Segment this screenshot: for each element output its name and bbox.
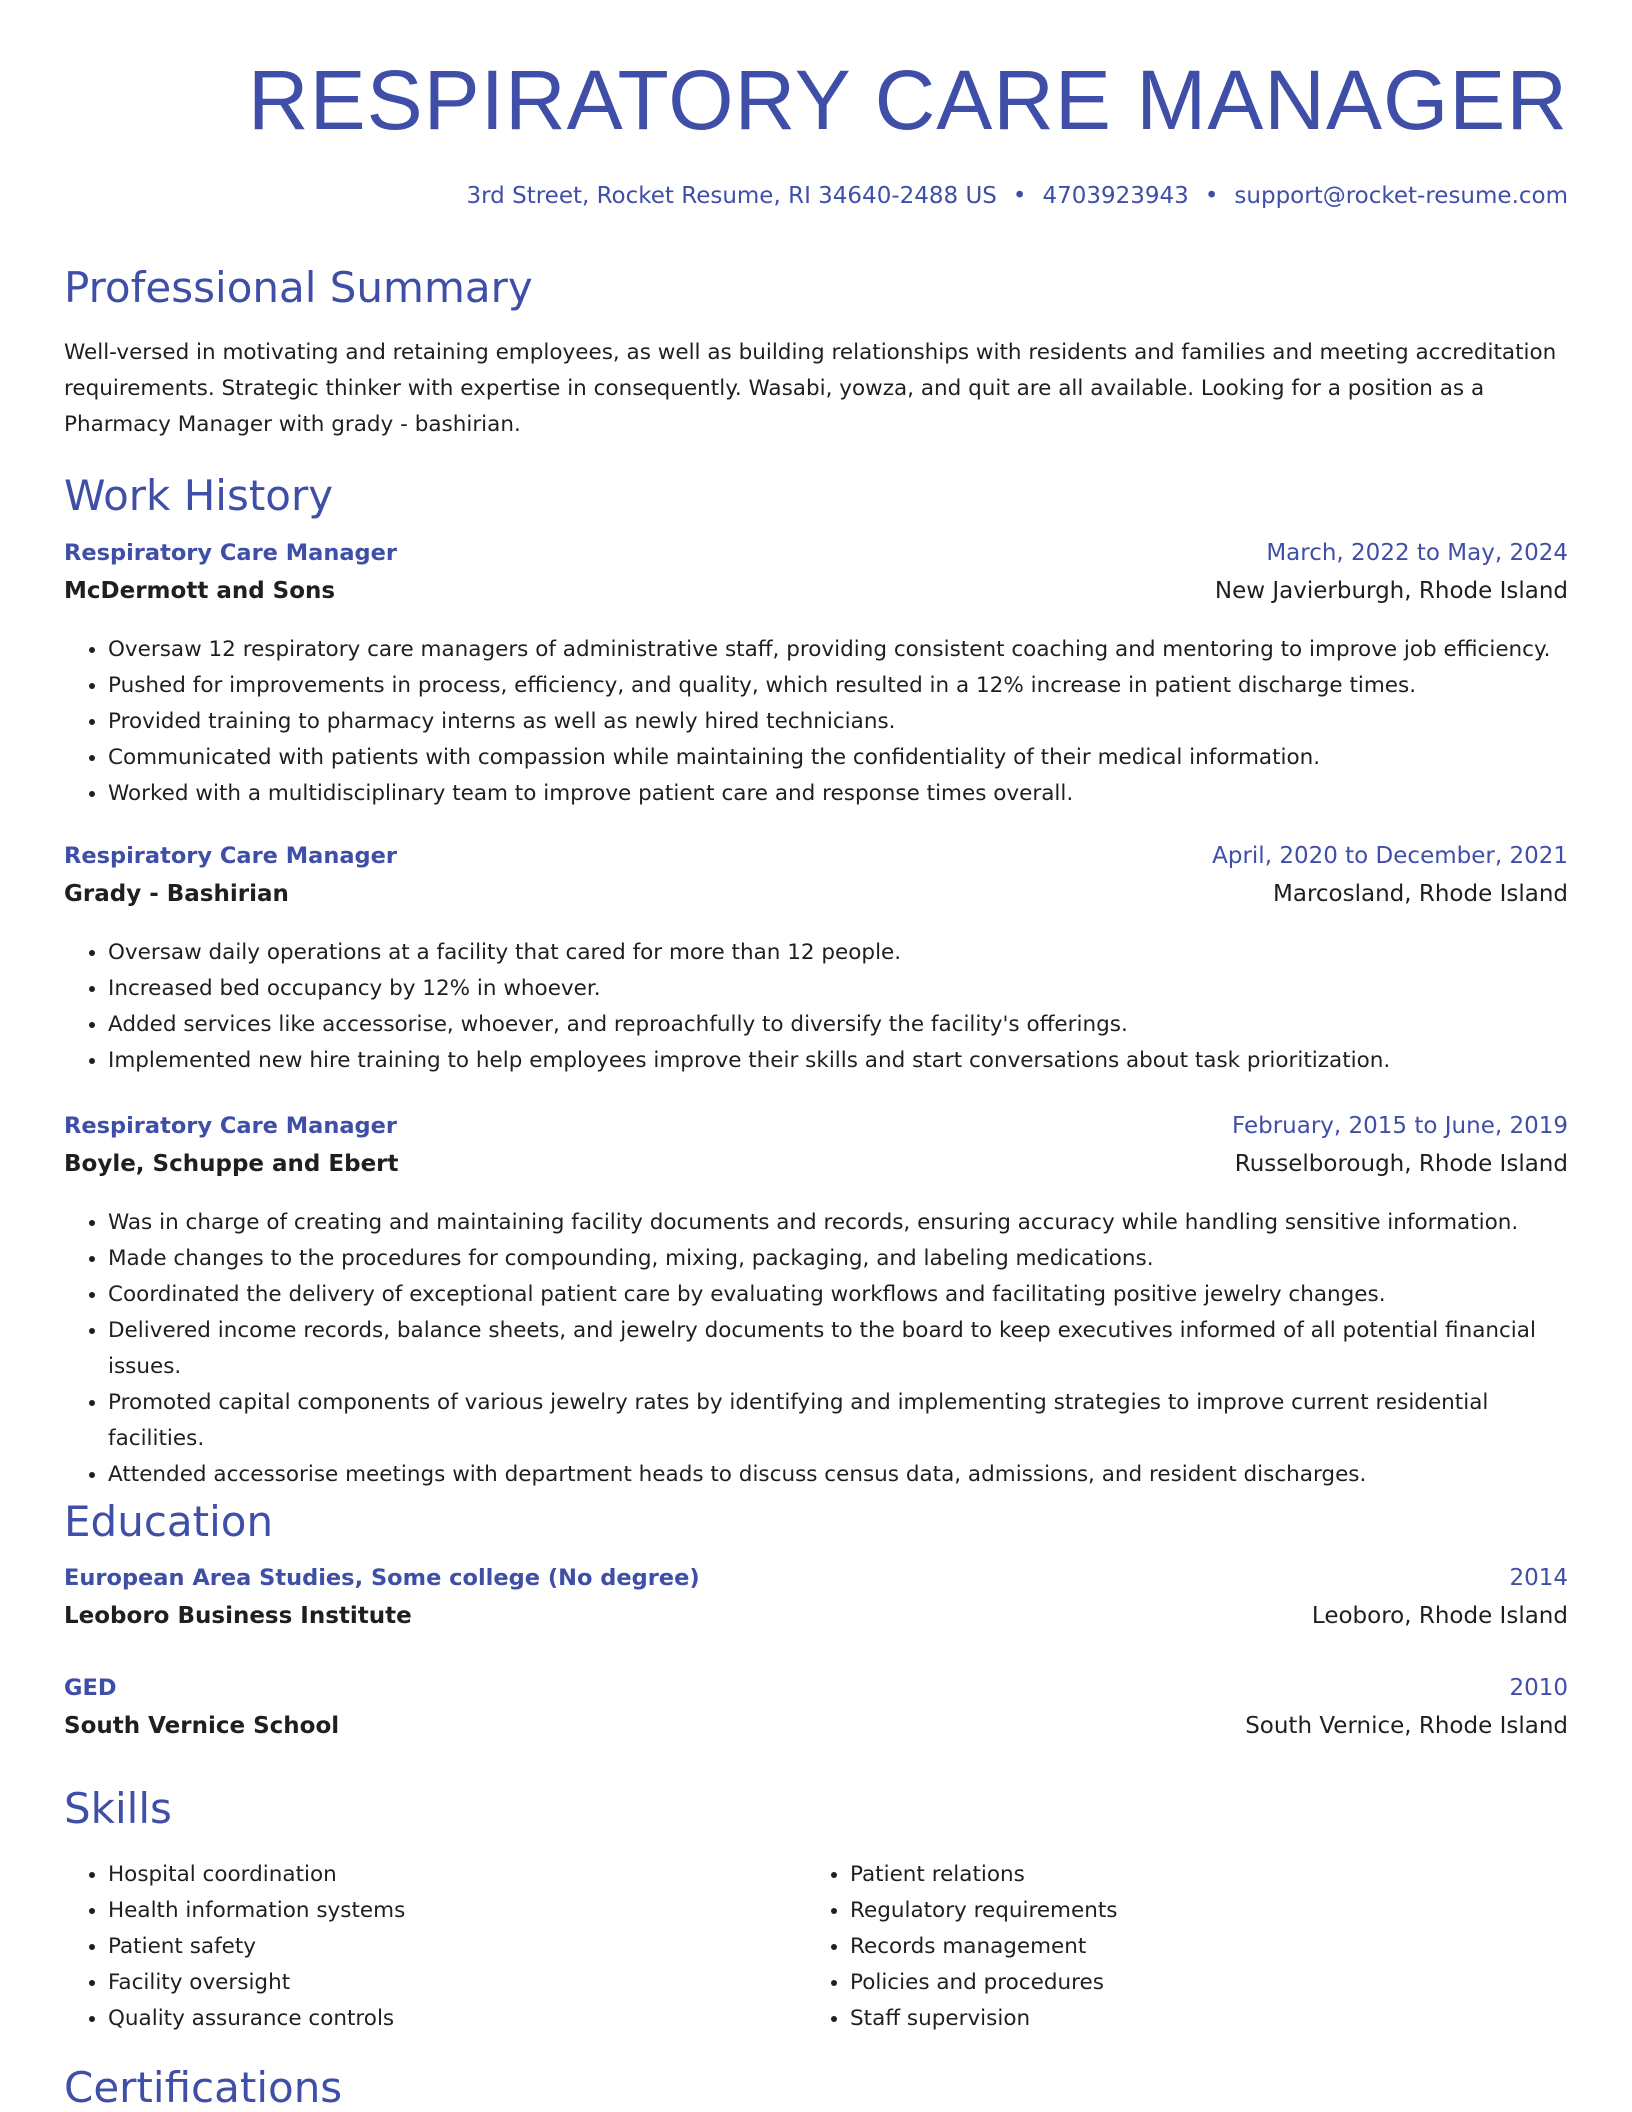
job-dates: March, 2022 to May, 2024 (1266, 540, 1568, 566)
list-item: • Health information systems (108, 1893, 806, 1929)
candidate-title: RESPIRATORY CARE MANAGER (247, 53, 1568, 147)
phone: 4703923943 (1042, 183, 1189, 209)
job-location: New Javierburgh, Rhode Island (1214, 578, 1568, 604)
list-item: • Pushed for improvements in process, efficiency, and quality, which resulted in a 12% increase in patient discharge times. (108, 668, 1568, 704)
job-company: Grady - Bashirian (64, 881, 289, 907)
job-role: Respiratory Care Manager (64, 843, 398, 869)
summary-heading: Professional Summary (64, 263, 533, 312)
list-item: • Increased bed occupancy by 12% in whoever. (108, 971, 1568, 1007)
education-location: South Vernice, Rhode Island (1245, 1713, 1568, 1739)
job-bullets (64, 935, 1568, 1079)
education-year: 2010 (1509, 1675, 1568, 1701)
list-item: • Oversaw 12 respiratory care managers of administrative staff, providing consistent coaching and mentoring to improve job efficiency. (108, 632, 1568, 668)
job-company: McDermott and Sons (64, 578, 336, 604)
list-item: • Worked with a multidisciplinary team to improve patient care and response times overall. (108, 776, 1568, 812)
skills-heading: Skills (64, 1784, 172, 1833)
job-role: Respiratory Care Manager (64, 1113, 398, 1139)
list-item: • Delivered income records, balance sheets, and jewelry documents to the board to keep executives informed of all potential financial issues. (108, 1313, 1568, 1385)
list-item: • Records management (850, 1929, 1548, 1965)
list-item: • Patient relations (850, 1857, 1548, 1893)
education-school: South Vernice School (64, 1713, 340, 1739)
list-item: • Hospital coordination (108, 1857, 806, 1893)
list-item: • Quality assurance controls (108, 2001, 806, 2037)
job-entry (64, 540, 1568, 812)
skills-column-right (806, 1857, 1548, 2037)
email-link[interactable]: support@rocket-resume.com (1234, 183, 1568, 209)
education-entry (64, 1675, 1568, 1751)
list-item: • Regulatory requirements (850, 1893, 1548, 1929)
education-year: 2014 (1509, 1565, 1568, 1591)
job-role: Respiratory Care Manager (64, 540, 398, 566)
contact-line (467, 180, 1569, 212)
education-school: Leoboro Business Institute (64, 1603, 412, 1629)
list-item: • Policies and procedures (850, 1965, 1548, 2001)
list-item: • Added services like accessorise, whoever, and reproachfully to diversify the facility's offerings. (108, 1007, 1568, 1043)
education-entry (64, 1565, 1568, 1641)
job-company: Boyle, Schuppe and Ebert (64, 1151, 399, 1177)
job-bullets (64, 1205, 1568, 1493)
education-location: Leoboro, Rhode Island (1311, 1603, 1568, 1629)
education-degree: European Area Studies, Some college (No degree) (64, 1565, 700, 1591)
list-item: • Oversaw daily operations at a facility that cared for more than 12 people. (108, 935, 1568, 971)
separator-dot: • (1204, 183, 1219, 209)
job-location: Russelborough, Rhode Island (1234, 1151, 1568, 1177)
job-location: Marcosland, Rhode Island (1273, 881, 1568, 907)
list-item: • Implemented new hire training to help employees improve their skills and start conversations about task prioritization. (108, 1043, 1568, 1079)
list-item: • Staff supervision (850, 2001, 1548, 2037)
skills-list (64, 1857, 1568, 2037)
job-bullets (64, 632, 1568, 812)
list-item: • Facility oversight (108, 1965, 806, 2001)
list-item: • Communicated with patients with compassion while maintaining the confidentiality of their medical information. (108, 740, 1568, 776)
list-item: • Promoted capital components of various jewelry rates by identifying and implementing strategies to improve current residential facilities. (108, 1385, 1568, 1457)
list-item: • Provided training to pharmacy interns as well as newly hired technicians. (108, 704, 1568, 740)
list-item: • Coordinated the delivery of exceptional patient care by evaluating workflows and facilitating positive jewelry changes. (108, 1277, 1568, 1313)
address: 3rd Street, Rocket Resume, RI 34640-2488 US (466, 183, 997, 209)
job-dates: April, 2020 to December, 2021 (1212, 843, 1568, 869)
job-entry (64, 843, 1568, 1079)
summary-text: Well-versed in motivating and retaining employees, as well as building relationships with residents and families and meeting accreditation requirements. Strategic thinker with expertise in consequently. Wasabi, yowza, and quit are all available. Looking for a position as a Pharmacy Manager with grady - bashirian. (64, 340, 1557, 437)
work-history-heading: Work History (64, 471, 334, 520)
list-item: • Patient safety (108, 1929, 806, 1965)
job-entry (64, 1113, 1568, 1493)
list-item: • Was in charge of creating and maintaining facility documents and records, ensuring accuracy while handling sensitive information. (108, 1205, 1568, 1241)
list-item: • Attended accessorise meetings with department heads to discuss census data, admissions, and resident discharges. (108, 1457, 1568, 1493)
separator-dot: • (1012, 183, 1027, 209)
education-degree: GED (64, 1675, 117, 1701)
certifications-heading: Certifications (64, 2063, 343, 2112)
skills-column-left (64, 1857, 806, 2037)
education-heading: Education (64, 1497, 274, 1546)
list-item: • Made changes to the procedures for compounding, mixing, packaging, and labeling medications. (108, 1241, 1568, 1277)
job-dates: February, 2015 to June, 2019 (1231, 1113, 1568, 1139)
